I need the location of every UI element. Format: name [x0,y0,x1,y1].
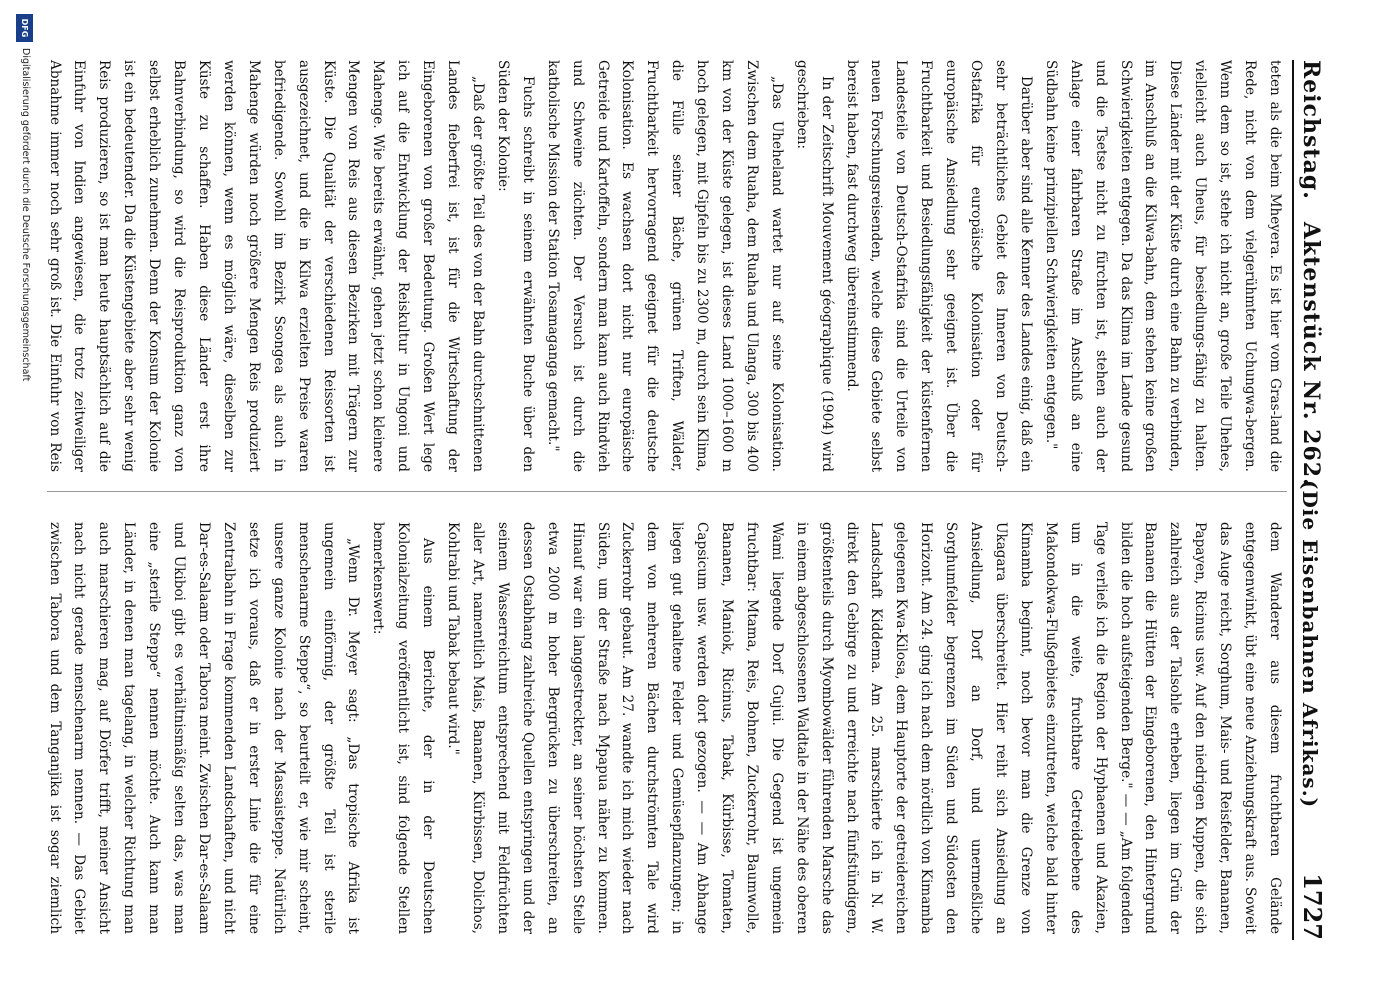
header-section-title: (Die Eisenbahnen Afrikas.) [1298,480,1322,809]
text-column-right [47,522,1287,934]
text-column-left [47,60,1287,472]
paragraph: teten als die beim Mheyera. Es ist hier vom Gras-land die Rede, nicht von dem vielgerühmten Uchungwa-bergen. Wenn dem so ist, stehe ich nicht an, große Teile Uhehes, vielleicht auch Uheus, für besiedlungs-fähig zu halten. Diese Länder mit der Küste durch eine Bahn zu verbinden, im Anschluß an die Kilwa-bahn, dem stehen keine großen Schwierigkeiten entgegen. Da das Klima im Lande gesund und die Tsetse nicht zu fürchten ist, stehen auch der Anlage einer fahrbaren Straße im Anschluß an eine Südbahn keine prinzipiellen Schwierigkeiten entgegen." [1042,60,1283,472]
header-reichstag: Reichstag. [1298,60,1324,200]
digitization-credit: Digitalisierung gefördert durch die Deutsche Forschungsgemeinschaft [20,48,31,382]
page-header [1292,60,1328,940]
paragraph: Darüber aber sind alle Kenner des Landes einig, daß ein sehr beträchtliches Gebiet des Inneren von Deutsch-Ostafrika für europäische Kolonisation oder für europäische Ansiedlung sehr geeignet ist. Über die Fruchtbarkeit und Besiedlungsfähigkeit der küstenfernen Landesteile von Deutsch-Ostafrika sind die Urteile von neuen Forschungsreisenden, welche diese Gebiete selbst bereist haben, fast durchweg übereinstimmend. [843,60,1034,472]
paragraph: In der Zeitschrift Mouvement géographique (1904) wird geschrieben: [793,60,835,472]
quote-paragraph: „Das Uheheland wartet nur auf seine Kolonisation. Zwischen dem Ruaha, dem Ruaha und Ulanga, 300 bis 400 km von der Küste gelegen, ist dieses Land 1000–1600 m hoch gelegen, mit Gipfeln bis zu 2300 m, durch sein Klima, die Fülle seiner Bäche, grünen Triften, Wälder, Fruchtbarkeit hervorragend geeignet für die deutsche Kolonisation. Es wachsen dort nicht nur europäische Getreide und Kartoffeln, sondern man kann auch Rindvieh und Schweine züchten. Der Versuch ist durch die katholische Mission der Station Tosamaganga gemacht." [544,60,785,472]
paragraph: Aus einem Berichte, der in der Deutschen Kolonialzeitung veröffentlicht ist, sind folgende Stellen bemerkenswert: [370,522,437,934]
header-document-number: Aktenstück Nr. 262. [1298,221,1324,487]
dfg-logo: DFG [16,14,33,42]
header-left [1298,60,1324,487]
quote-paragraph: „Wenn Dr. Meyer sagt: „Das tropische Afrika ist ungemein einförmig, der größte Teil ist sterile menschenarme Steppe“, so beurteilt er, wie mir scheint, unsere ganze Kolonie nach der Massaisteppe. Natürlich setze ich voraus, daß er in erster Linie die für eine Zentralbahn in Frage kommenden Landschaften, und nicht Dar-es-Salaam oder Tabora meint. Zwischen Dar-es-Salaam und Ukiboi gibt es verhältnismäßig selten das, was man eine „sterile Steppe“ nennen möchte. Auch kann man Länder, in denen man tagelang, in welcher Richtung man auch marschieren mag, auf Dörfer trifft, meiner Ansicht nach nicht gerade menschenarm nennen. — Das Gebiet zwischen Tabora und dem Tanganjika ist sogar ziemlich [47,522,362,934]
column-divider [47,491,1287,492]
quote-paragraph: „Daß der größte Teil des von der Bahn durchschnittenen Landes fieberfrei ist, ist für die Wirtschaftung der Eingeborenen von großer Bedeutung. Großen Wert lege ich auf die Entwicklung der Reiskultur in Ungoni und Mahenge. Wie bereits erwähnt, gehen jetzt schon kleinere Mengen von Reis aus diesen Bezirken mit Trägern zur Küste. Die Qualität der verschiedenen Reissorten ist ausgezeichnet, und die in Kilwa erzielten Preise waren befriedigende. Sowohl im Bezirk Ssongea als auch in Mahenge würden noch größere Mengen Reis produziert werden können, wenn es möglich wäre, dieselben zur Küste zu schaffen. Haben diese Länder erst ihre Bahnverbindung, so wird die Reisproduktion ganz von selbst erheblich zunehmen. Denn der Konsum der Kolonie ist ein bedeutender. Da die Küstengebiete aber sehr wenig Reis produzieren, so ist man heute hauptsächlich auf die Einfuhr von Indien angewiesen, die trotz zeitweiliger Abnahme immer noch sehr groß ist. Die Einfuhr von Reis [47,60,486,472]
page-footer [3,0,43,1000]
page-number: 1727 [1298,873,1327,940]
paragraph: Fuchs schreibt in seinem erwähnten Buche über den Süden der Kolonie: [494,60,536,472]
paragraph: dem Wanderer aus diesem fruchtbaren Gelände entgegenwinkt, übt eine neue Anziehungskraft aus. Soweit das Auge reicht, Sorghum, Mais- und Reisfelder, Bananen, Papayen, Ricinus usw. Auf den niedrigen Kuppen, die sich zahlreich aus der Talsohle erheben, liegen im Grün der Bananen die Hütten der Eingeborenen, den Hintergrund bilden die hoch aufsteigenden Berge." — — „Am folgenden Tage verließ ich die Region der Hyphaenen und Akazien, um in die weite, fruchtbare Getreideebene des Makondokwa-Flußgebietes einzutreten, welche bald hinter Kimamba beginnt, noch bevor man die Grenze von Ukagara überschreitet. Hier reiht sich Ansiedlung an Ansiedlung, Dorf an Dorf, und unermeßliche Sorghumfelder begrenzen im Süden und Südosten den Horizont. Am 24. ging ich nach dem nördlich von Kimamba gelegenen Kwa-Kilosa, dem Hauptorte der getreidereichen Landschaft Kiddema. Am 25. marschierte ich in N. W. direkt den Gebirge zu und erreichte nach fünfstündigem, größtenteils durch Myombowälder führenden Marsche das in einem abgeschlossenen Waldtale in der Nähe des oberen Wami liegende Dorf Gujui. Die Gegend ist ungemein fruchtbar: Mtama, Reis, Bohnen, Zuckerrohr, Baumwolle, Bananen, Maniok, Ricinus, Tabak, Kürbisse, Tomaten, Capsicum usw. werden dort gezogen. — — Am Abhange liegen gut gehaltene Felder und Gemüsepflanzungen; in dem von mehreren Bächen durchströmten Tale wird Zuckerrohr gebaut. Am 27. wandte ich mich wieder nach Süden, um der Straße nach Mpapua näher zu kommen. Hinauf war ein langgestreckter, an seiner höchsten Stelle etwa 2000 m hoher Bergrücken zu überschreiten, an dessen Ostabhang zahlreiche Quellen entspringen und der seinem Wasserreichtum entsprechend mit Feldfrüchten aller Art, namentlich Mais, Bananen, Kürbissen, Dolichos, Kohlrabi und Tabak bebaut wird." [445,522,1283,934]
